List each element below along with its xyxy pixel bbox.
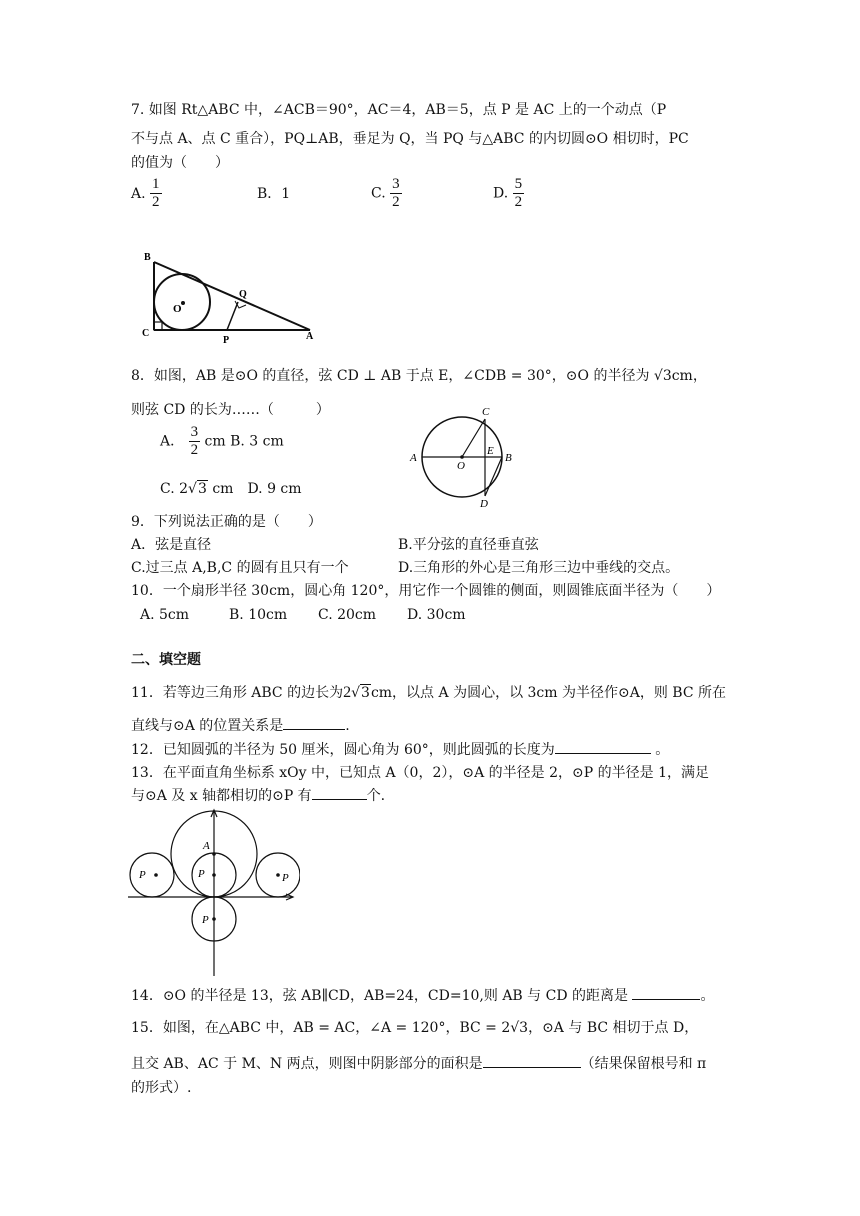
q9-option-c: C.过三点 A,B,C 的圆有且只有一个	[131, 560, 349, 576]
q7-label-p: P	[223, 335, 230, 346]
q7-option-d: D. $\frac{5}{2}$	[493, 176, 523, 210]
section-title: 二、填空题	[131, 652, 201, 668]
q14-line-1: 14．⊙O 的半径是 13，弦 AB∥CD，AB=24，CD=10,则 AB 与 CD 的距离是 。	[131, 988, 715, 1004]
q10-line-1: 10．一个扇形半径 30cm，圆心角 120°，用它作一个圆锥的侧面，则圆锥底面半径为（ ）	[131, 583, 721, 599]
q9-option-b: B.平分弦的直径垂直弦	[398, 537, 539, 553]
svg-text:A: A	[410, 452, 417, 464]
q7-line-1: 7. 如图 Rt△ABC 中，∠ACB＝90°，AC＝4，AB＝5，点 P 是 AC 上的一个动点（P	[131, 102, 667, 118]
q13-figure	[128, 808, 300, 978]
q7-label-q: Q	[239, 289, 247, 300]
svg-text:D: D	[480, 498, 488, 510]
q9-line-1: 9．下列说法正确的是（ ）	[131, 514, 322, 530]
q7-line-3: 的值为（ ）	[131, 155, 229, 171]
q14-answer-blank[interactable]	[632, 999, 700, 1000]
q7-option-a: A. $\frac{1}{2}$	[131, 176, 160, 210]
q7-options	[131, 176, 162, 211]
q12-line-1: 12．已知圆弧的半径为 50 厘米，圆心角为 60°，则此圆弧的长度为 。	[131, 742, 670, 758]
q8-line-1: 8．如图，AB 是⊙O 的直径，弦 CD ⊥ AB 于点 E，∠CDB = 30°，⊙O 的半径为 √3cm，	[131, 368, 707, 384]
svg-text:B: B	[505, 452, 512, 464]
q9-option-d: D.三角形的外心是三角形三边中垂线的交点。	[398, 560, 680, 576]
q7-figure	[138, 248, 328, 348]
q10-option-d: D. 30cm	[407, 607, 466, 623]
q15-line-3: 的形式）.	[131, 1080, 192, 1096]
q8-figure	[405, 402, 520, 510]
q15-line-2: 且交 AB、AC 于 M、N 两点，则图中阴影部分的面积是 （结果保留根号和 π	[131, 1056, 707, 1072]
q15-line-1: 15．如图，在△ABC 中，AB = AC，∠A = 120°，BC = 2√3，⊙A 与 BC 相切于点 D，	[131, 1020, 699, 1036]
svg-text:P: P	[198, 868, 205, 880]
q8-line-2: 则弦 CD 的长为……（ ）	[131, 402, 330, 418]
svg-text:C: C	[482, 406, 490, 418]
q13-answer-blank[interactable]	[312, 799, 367, 800]
q7-label-b: B	[144, 252, 151, 263]
q10-option-b: B. 10cm	[229, 607, 288, 623]
q13-line-1: 13．在平面直角坐标系 xOy 中，已知点 A（0，2），⊙A 的半径是 2，⊙P 的半径是 1，满足	[131, 765, 709, 781]
svg-text:A: A	[203, 840, 210, 852]
q11-answer-blank[interactable]	[283, 729, 345, 730]
q7-option-c: C. $\frac{3}{2}$	[371, 176, 400, 210]
q13-line-2: 与⊙A 及 x 轴都相切的⊙P 有 个.	[131, 788, 386, 804]
q15-answer-blank[interactable]	[483, 1067, 581, 1068]
q7-option-b: B．1	[257, 186, 291, 202]
q7-label-a: A	[306, 331, 314, 342]
q7-line-2: 不与点 A、点 C 重合），PQ⊥AB，垂足为 Q，当 PQ 与△ABC 的内切圆⊙O 相切时，PC	[131, 131, 689, 147]
q11-line-1: 11．若等边三角形 ABC 的边长为2√3cm，以点 A 为圆心，以 3cm 为半径作⊙A，则 BC 所在	[131, 684, 726, 701]
svg-text:P: P	[202, 914, 209, 926]
svg-text:E: E	[487, 445, 494, 457]
svg-text:O: O	[457, 460, 465, 472]
svg-text:P: P	[282, 872, 289, 884]
q7-label-c: C	[142, 328, 150, 339]
q8-option-cd: C. 2√3 cm D. 9 cm	[160, 481, 302, 497]
q7-label-o: O	[173, 303, 182, 315]
q10-option-a: A. 5cm	[140, 607, 190, 623]
q11-line-2: 直线与⊙A 的位置关系是 .	[131, 718, 350, 734]
q10-option-c: C. 20cm	[318, 607, 377, 623]
q9-option-a: A．弦是直径	[131, 537, 212, 553]
q8-option-ab: A． $\frac{3}{2}$ cm B. 3 cm	[160, 424, 284, 458]
q12-answer-blank[interactable]	[555, 753, 651, 754]
svg-text:P: P	[139, 869, 146, 881]
